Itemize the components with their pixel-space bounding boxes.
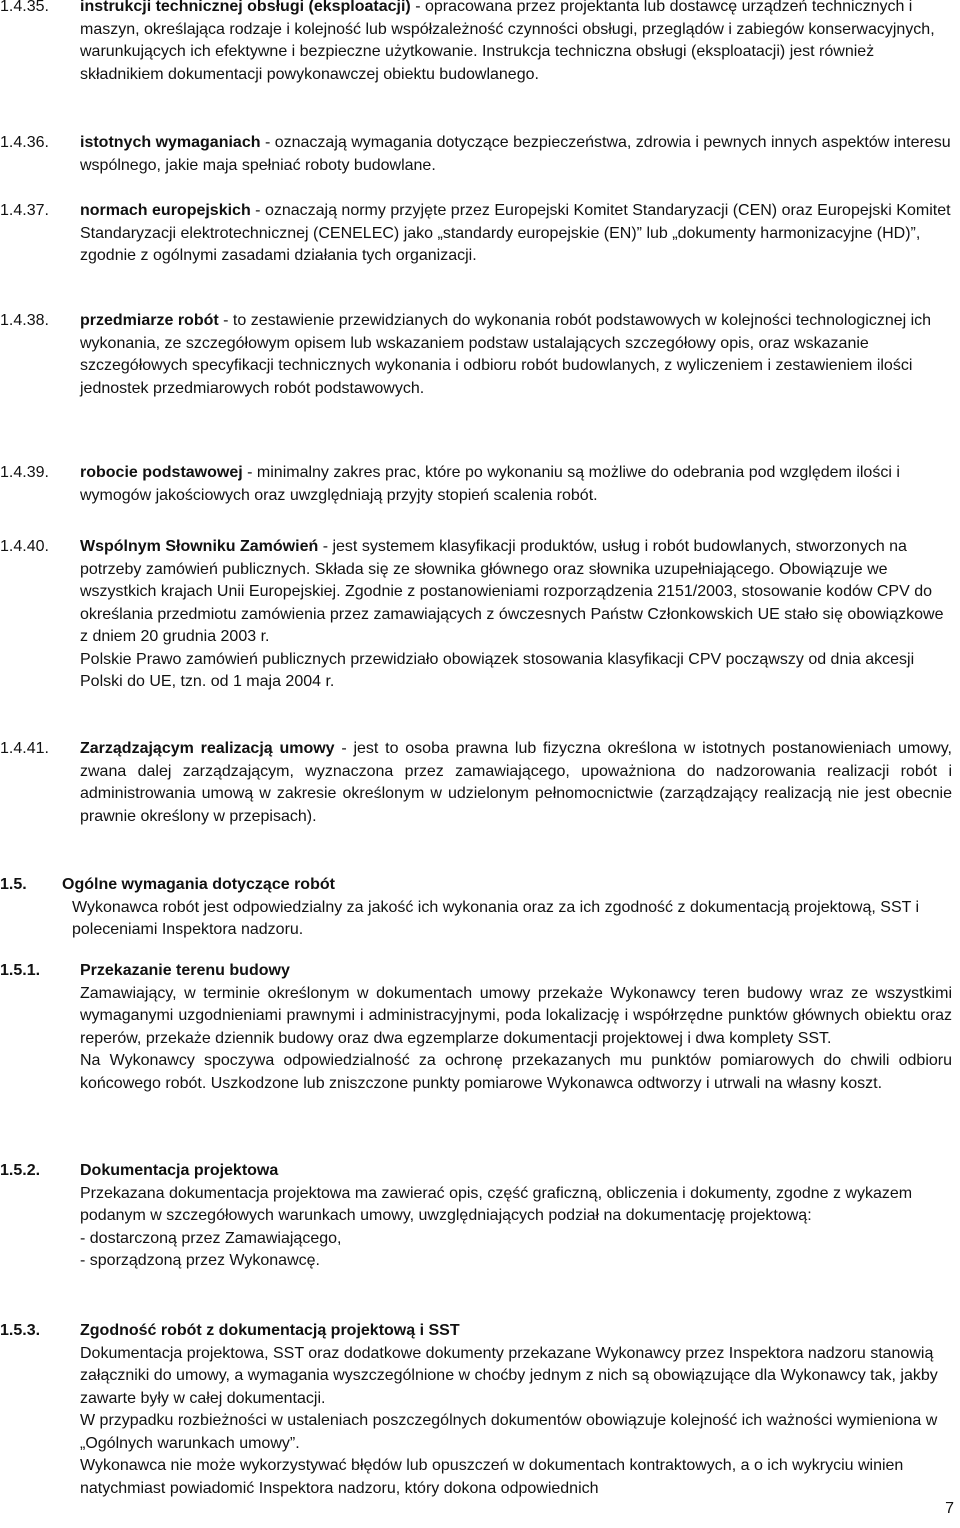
- entry-body: [80, 536, 952, 694]
- entry-term: normach europejskich: [80, 202, 251, 219]
- section-1-5-3: [0, 1320, 960, 1526]
- entry-text: - to zestawienie przewidzianych do wykonania robót podstawowych w kolejności technologicznej ich wykonania, ze szczegółowym opisem lub wskazaniem podstaw ustalających szczegółowy opis, oraz wskazanie szczegółowych specyfikacji technicznych wykonania i odbioru robót budowlanych, z wyliczeniem i zestawieniem ilości jednostek przedmiarowych robót podstawowych.: [80, 312, 932, 397]
- entry-body: [80, 132, 952, 177]
- entry-term: istotnych wymaganiach: [80, 134, 261, 151]
- entry-term: przedmiarze robót: [80, 312, 219, 329]
- section-title: Przekazanie terenu budowy: [80, 962, 290, 979]
- entry-body: [80, 310, 952, 400]
- list-item: - dostarczoną przez Zamawiającego,: [80, 1229, 342, 1247]
- entry-number: 1.4.41.: [0, 740, 49, 757]
- section-number: 1.5.3.: [0, 1322, 41, 1339]
- section-text-continued: W przypadku rozbieżności w ustaleniach poszczególnych dokumentów obowiązuje kolejność ich ważności wymieniona w „Ogólnych warunkach umowy”.: [80, 1412, 938, 1452]
- entry-number: 1.4.36.: [0, 134, 49, 151]
- definition-1-4-35: [0, 0, 960, 108]
- section-text: Wykonawca robót jest odpowiedzialny za jakość ich wykonania oraz za ich zgodność z dokumentacją projektową, SST i poleceniami Inspektora nadzoru.: [72, 898, 920, 938]
- section-1-5-1: [0, 960, 960, 1140]
- entry-term: instrukcji technicznej obsługi (eksploatacji): [80, 0, 411, 15]
- entry-text: - jest systemem klasyfikacji produktów, usług i robót budowlanych, stworzonych na potrzeby zamówień publicznych. Składa się ze słownika głównego oraz słownika uzupełniającego. Obowiązuje we wszystkich krajach Unii Europejskiej. Zgodnie z postanowieniami rozporządzenia 2151/2003, stosowanie kodów CPV do określania przedmiotu zamówienia przez zamawiających z ówczesnych Państw Członkowskich UE stało się obowiązkowe z dniem 20 grudnia 2003 r.: [80, 538, 944, 645]
- entry-text: - oznaczają wymagania dotyczące bezpieczeństwa, zdrowia i pewnych innych aspektów interesu wspólnego, jakie maja spełniać roboty budowlane.: [80, 134, 951, 174]
- entry-text: - opracowana przez projektanta lub dostawcę urządzeń technicznych i maszyn, określająca rodzaje i kolejność lub współzależność czynności obsługi, przeglądów i zabiegów konserwacyjnych, warunkujących ich efektywne i bezpieczne użytkowanie. Instrukcja techniczna obsługi (eksploatacji) jest również składnikiem dokumentacji powykonawczej obiektu budowlanego.: [80, 0, 935, 83]
- entry-body: [80, 462, 952, 507]
- section-number: 1.5.1.: [0, 962, 41, 979]
- section-body: [62, 874, 952, 942]
- section-text: Zamawiający, w terminie określonym w dokumentach umowy przekaże Wykonawcy teren budowy wraz ze wszystkimi wymaganymi uzgodnieniami prawnymi i administracyjnymi, poda lokalizację i współrzędne punktów głównych obiektu oraz reperów, przekaże dziennik budowy oraz dwa egzemplarze dokumentacji projektowej i dwa komplety SST.: [80, 984, 952, 1047]
- definition-1-4-41: [0, 738, 960, 850]
- definition-1-4-39: [0, 462, 960, 508]
- definition-1-4-38: [0, 310, 960, 422]
- entry-text: - oznaczają normy przyjęte przez Europejski Komitet Standaryzacji (CEN) oraz Europejski Komitet Standaryzacji elektrotechnicznej (CENELEC) jako „standardy europejskie (EN)” lub „dokumenty harmonizacyjne (HD)”, zgodnie z ogólnymi zasadami działania tych organizacji.: [80, 202, 951, 264]
- section-text: Przekazana dokumentacja projektowa ma zawierać opis, część graficzną, obliczenia i dokumenty, zgodne z wykazem podanym w szczegółowych warunkach umowy, uwzględniających podział na dokumentację projektową:: [80, 1184, 913, 1224]
- section-text: Dokumentacja projektowa, SST oraz dodatkowe dokumenty przekazane Wykonawcy przez Inspektora nadzoru stanowią załączniki do umowy, a wymagania wyszczególnione w choćby jednym z nich są obowiązujące dla Wykonawcy tak, jakby zawarte były w całej dokumentacji.: [80, 1344, 938, 1407]
- entry-term: Wspólnym Słowniku Zamówień: [80, 538, 319, 555]
- entry-body: [80, 200, 952, 268]
- entry-term: robocie podstawowej: [80, 464, 243, 481]
- page-number: 7: [945, 1500, 954, 1517]
- definition-1-4-40: [0, 536, 960, 712]
- entry-text: - jest to osoba prawna lub fizyczna określona w istotnych postanowieniach umowy, zwana dalej zarządzającym, wyznaczona przez zamawiającego, upoważniona do nadzorowania realizacji robót i administrowania umową w zakresie określonym w udzielonym pełnomocnictwie (zarządzający realizacją nie jest obecnie prawnie określony w przepisach).: [80, 740, 952, 825]
- entry-text: - minimalny zakres prac, które po wykonaniu są możliwe do odebrania pod względem ilości i wymogów jakościowych oraz uwzględniają przyjty stopień scalenia robót.: [80, 464, 900, 504]
- definition-1-4-37: [0, 200, 960, 292]
- section-number: 1.5.: [0, 876, 27, 893]
- entry-body: [80, 738, 952, 828]
- entry-text-continued: Polskie Prawo zamówień publicznych przewidziało obowiązek stosowania klasyfikacji CPV począwszy od dnia akcesji Polski do UE, tzn. od 1 maja 2004 r.: [80, 650, 915, 690]
- entry-number: 1.4.37.: [0, 202, 49, 219]
- section-text-continued: Na Wykonawcy spoczywa odpowiedzialność za ochronę przekazanych mu punktów pomiarowych do chwili odbioru końcowego robót. Uszkodzone lub zniszczone punkty pomiarowe Wykonawca odtworzy i utrwali na własny koszt.: [80, 1052, 952, 1092]
- section-title: Dokumentacja projektowa: [80, 1162, 279, 1179]
- entry-number: 1.4.38.: [0, 312, 49, 329]
- entry-number: 1.4.35.: [0, 0, 49, 15]
- section-body: [80, 1160, 952, 1273]
- section-title: Zgodność robót z dokumentacją projektową i SST: [80, 1322, 460, 1339]
- section-body: [80, 1320, 952, 1500]
- section-1-5: [0, 874, 960, 944]
- entry-number: 1.4.40.: [0, 538, 49, 555]
- entry-body: [80, 0, 952, 86]
- section-text-continued: Wykonawca nie może wykorzystywać błędów lub opuszczeń w dokumentach kontraktowych, a o ich wykryciu winien natychmiast powiadomić Inspektora nadzoru, który dokona odpowiednich: [80, 1457, 904, 1497]
- section-number: 1.5.2.: [0, 1162, 41, 1179]
- entry-term: Zarządzającym realizacją umowy: [80, 740, 335, 757]
- list-item: - sporządzoną przez Wykonawcę.: [80, 1252, 320, 1269]
- definition-1-4-36: [0, 132, 960, 178]
- section-1-5-2: [0, 1160, 960, 1296]
- entry-number: 1.4.39.: [0, 464, 49, 481]
- section-body: [80, 960, 952, 1095]
- section-title: Ogólne wymagania dotyczące robót: [62, 876, 335, 893]
